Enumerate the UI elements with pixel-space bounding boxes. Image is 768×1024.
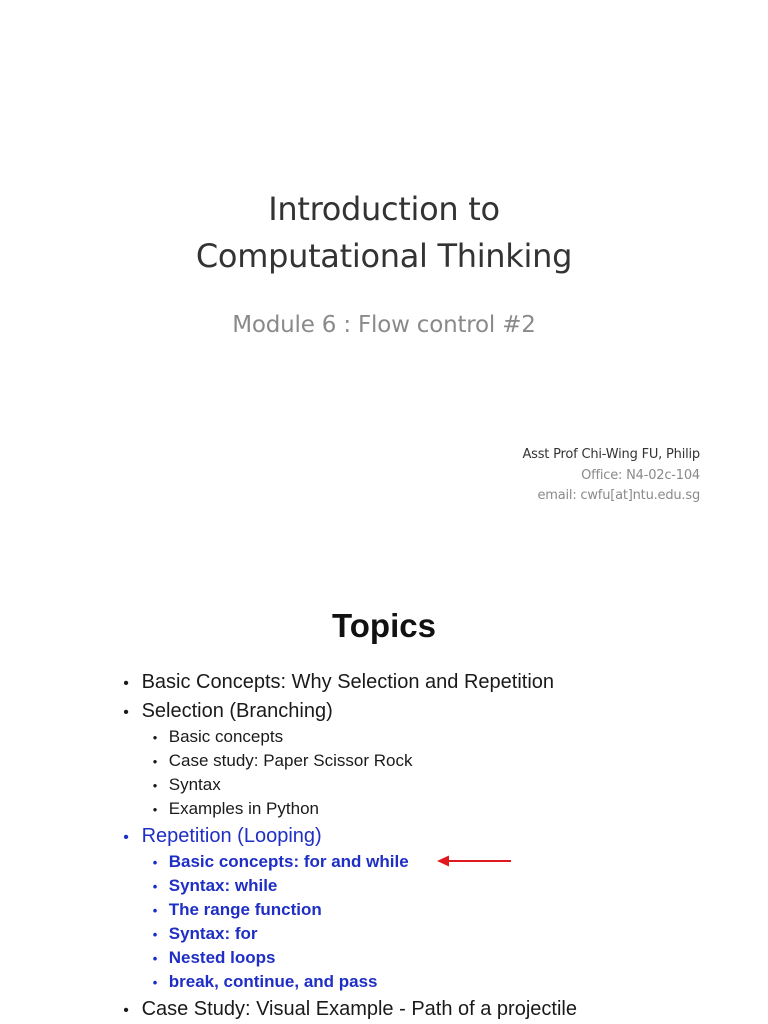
topic-subitem-label: Case study: Paper Scissor Rock xyxy=(168,751,413,770)
bullet-dot-icon: • xyxy=(152,903,158,918)
topic-subitem-label: Basic concepts xyxy=(168,727,284,746)
topic-subitem-label: Syntax: while xyxy=(168,876,278,895)
topic-subitem xyxy=(146,726,283,749)
topic-subitem-highlighted xyxy=(146,875,277,898)
topic-subitem-label: Basic concepts: for and while xyxy=(168,852,409,871)
topic-subitem-highlighted xyxy=(146,923,258,946)
slide-subtitle: Module 6 : Flow control #2 xyxy=(232,312,536,338)
slide-title-line-1: Introduction to xyxy=(268,190,500,228)
topic-subitem-label: Examples in Python xyxy=(168,799,319,818)
bullet-dot-icon: • xyxy=(152,802,158,817)
topic-item-label: Basic Concepts: Why Selection and Repetition xyxy=(141,671,555,693)
topic-item-label: Case Study: Visual Example - Path of a projectile xyxy=(141,998,577,1020)
topic-subitem-label: Syntax xyxy=(168,775,221,794)
topic-item-highlighted xyxy=(116,824,322,850)
bullet-dot-icon: • xyxy=(152,975,158,990)
bullet-dot-icon: • xyxy=(152,778,158,793)
bullet-dot-icon: • xyxy=(152,855,158,870)
bullet-dot-icon: • xyxy=(152,951,158,966)
topic-subitem-highlighted xyxy=(146,899,322,922)
topic-subitem-label: The range function xyxy=(168,900,322,919)
topic-subitem-label: break, continue, and pass xyxy=(168,972,378,991)
topic-subitem-label: Nested loops xyxy=(168,948,276,967)
bullet-dot-icon: • xyxy=(123,704,129,721)
red-left-arrow-icon xyxy=(437,853,513,869)
topic-subitem xyxy=(146,750,413,773)
author-email: email: cwfu[at]ntu.edu.sg xyxy=(537,488,700,503)
topic-item xyxy=(116,997,577,1023)
bullet-dot-icon: • xyxy=(123,1002,129,1019)
topic-subitem-highlighted xyxy=(146,851,409,874)
topic-subitem-highlighted xyxy=(146,971,378,994)
topic-item xyxy=(116,699,333,725)
topic-item-label: Repetition (Looping) xyxy=(141,825,322,847)
bullet-dot-icon: • xyxy=(123,675,129,692)
bullet-dot-icon: • xyxy=(152,730,158,745)
slide-title-line-2: Computational Thinking xyxy=(195,237,573,275)
author-office: Office: N4-02c-104 xyxy=(581,468,700,483)
topic-subitem-highlighted xyxy=(146,947,275,970)
bullet-dot-icon: • xyxy=(152,879,158,894)
bullet-dot-icon: • xyxy=(152,754,158,769)
bullet-dot-icon: • xyxy=(152,927,158,942)
topics-heading: Topics xyxy=(332,607,436,644)
topic-subitem xyxy=(146,774,221,797)
bullet-dot-icon: • xyxy=(123,829,129,846)
topic-item-label: Selection (Branching) xyxy=(141,700,333,722)
topic-item xyxy=(116,670,554,696)
topic-subitem xyxy=(146,798,319,821)
author-name: Asst Prof Chi-Wing FU, Philip xyxy=(522,447,700,462)
topic-subitem-label: Syntax: for xyxy=(168,924,258,943)
